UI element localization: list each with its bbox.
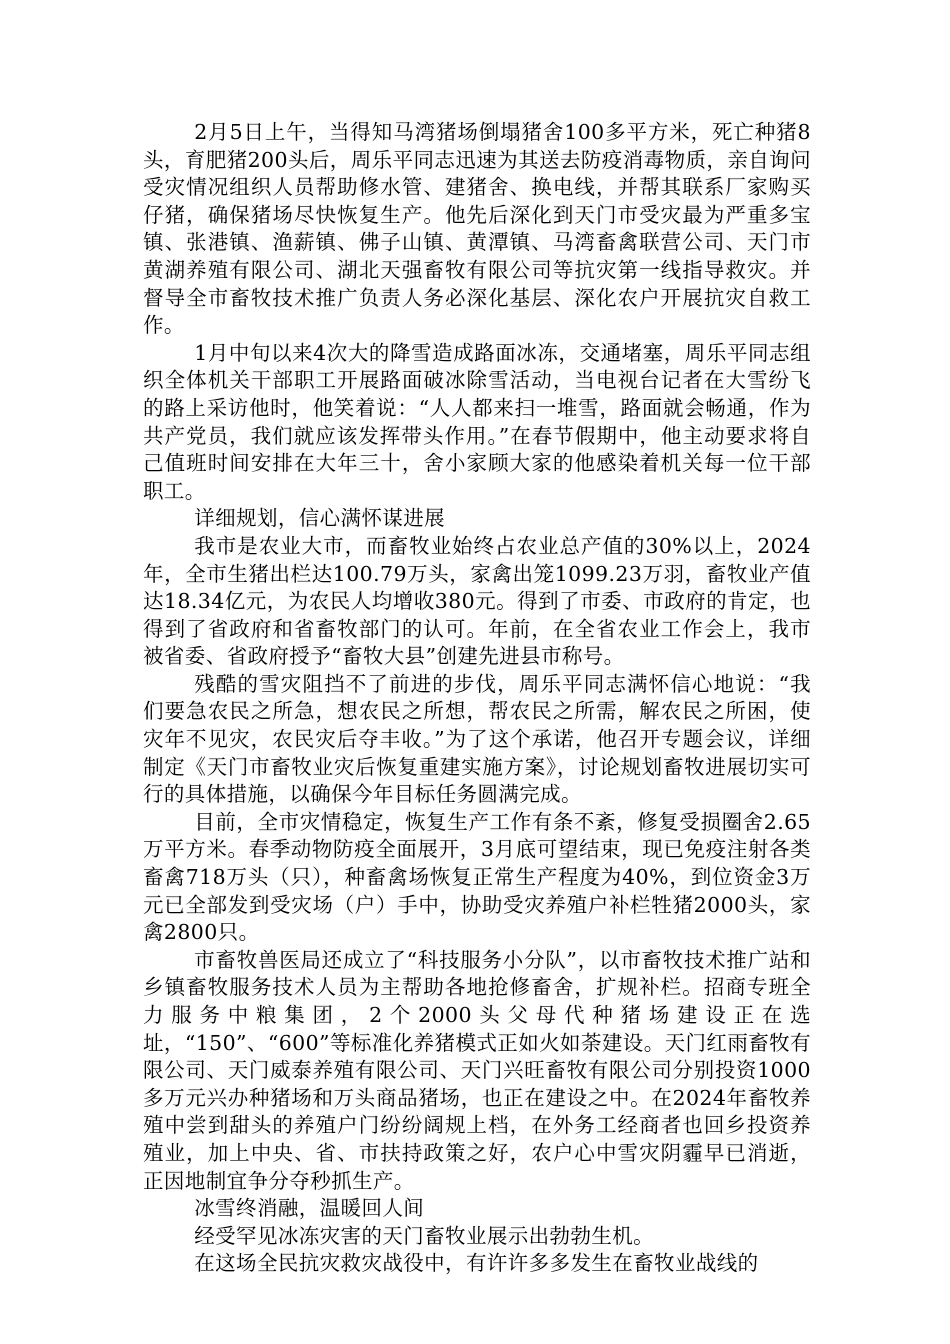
paragraph-snow-removal: 1月中旬以来4次大的降雪造成路面冰冻，交通堵塞，周乐平同志组织全体机关干部职工开展路面破冰除雪活动，当电视台记者在大雪纷飞的路上采访他时，他笑着说：“人人都来扫一堆雪，路面就会畅通，作为共产党员，我们就应该发挥带头作用。”在春节假期中，他主动要求将自己值班时间安排在大年三十，舍小家顾大家的他感染着机关每一位干部职工。 [143, 340, 811, 503]
paragraph-pig-farm-relief: 2月5日上午，当得知马湾猪场倒塌猪舍100多平方米，死亡种猪8头，育肥猪200头后，周乐平同志迅速为其送去防疫消毒物质，亲自询问受灾情况组织人员帮助修水管、建猪舍、换电线，并帮其联系厂家购买仔猪，确保猪场尽快恢复生产。他先后深化到天门市受灾最为严重多宝镇、张港镇、渔薪镇、佛子山镇、黄潭镇、马湾畜禽联营公司、天门市黄湖养殖有限公司、湖北天强畜牧有限公司等抗灾第一线指导救灾。并督导全市畜牧技术推广负责人务必深化基层、深化农户开展抗灾自救工作。 [143, 120, 811, 338]
paragraph-current-status: 目前，全市灾情稳定，恢复生产工作有条不紊，修复受损圈舍2.65万平方米。春季动物防疫全面展开，3月底可望结束，现已免疫注射各类畜禽718万头（只），种畜禽场恢复正常生产程度为40%，到位资金3万元已全部发到受灾场（户）手中，协助受灾养殖户补栏牲猪2000头，家禽2800只。 [143, 809, 811, 945]
paragraph-recovery-commitment: 残酷的雪灾阻挡不了前进的步伐，周乐平同志满怀信心地说：“我们要急农民之所急，想农民之所想，帮农民之所需，解农民之所困，使灾年不见灾，农民灾后夺丰收。”为了这个承诺，他召开专题会议，详细制定《天门市畜牧业灾后恢复重建实施方案》，讨论规划畜牧进展切实可行的具体措施，以确保今年目标任务圆满完成。 [143, 671, 811, 807]
paragraph-tech-service-team: 市畜牧兽医局还成立了“科技服务小分队”，以市畜牧技术推广站和乡镇畜牧服务技术人员为主帮助各地抢修畜舍，扩规补栏。招商专班全力服务中粮集团，2个2000头父母代种猪场建设正在选址，“150”、“600”等标准化养猪模式正如火如荼建设。天门红雨畜牧有限公司、天门威泰养殖有限公司、天门兴旺畜牧有限公司分别投资1000多万元兴办种猪场和万头商品猪场，也正在建设之中。在2024年畜牧养殖中尝到甜头的养殖户门纷纷阔规上档，在外务工经商者也回乡投资养殖业，加上中央、省、市扶持政策之好，农户心中雪灾阴霾早已消逝，正因地制宜争分夺秒抓生产。 [143, 947, 811, 1193]
paragraph-agriculture-stats: 我市是农业大市，而畜牧业始终占农业总产值的30%以上，2024年，全市生猪出栏达100.79万头，家禽出笼1099.23万羽，畜牧业产值达18.34亿元，为农民人均增收380元。得到了市委、市政府的肯定，也得到了省政府和省畜牧部门的认可。年前，在全省农业工作会上，我市被省委、省政府授予“畜牧大县”创建先进县市称号。 [143, 533, 811, 669]
section-heading-warmth: 冰雪终消融，温暖回人间 [194, 1196, 425, 1221]
document-body [143, 119, 811, 1278]
paragraph-campaign: 在这场全民抗灾救灾战役中，有许许多多发生在畜牧业战线的 [194, 1251, 759, 1276]
section-heading-planning: 详细规划，信心满怀谋进展 [194, 506, 446, 531]
paragraph-vitality: 经受罕见冰冻灾害的天门畜牧业展示出勃勃生机。 [194, 1223, 655, 1248]
